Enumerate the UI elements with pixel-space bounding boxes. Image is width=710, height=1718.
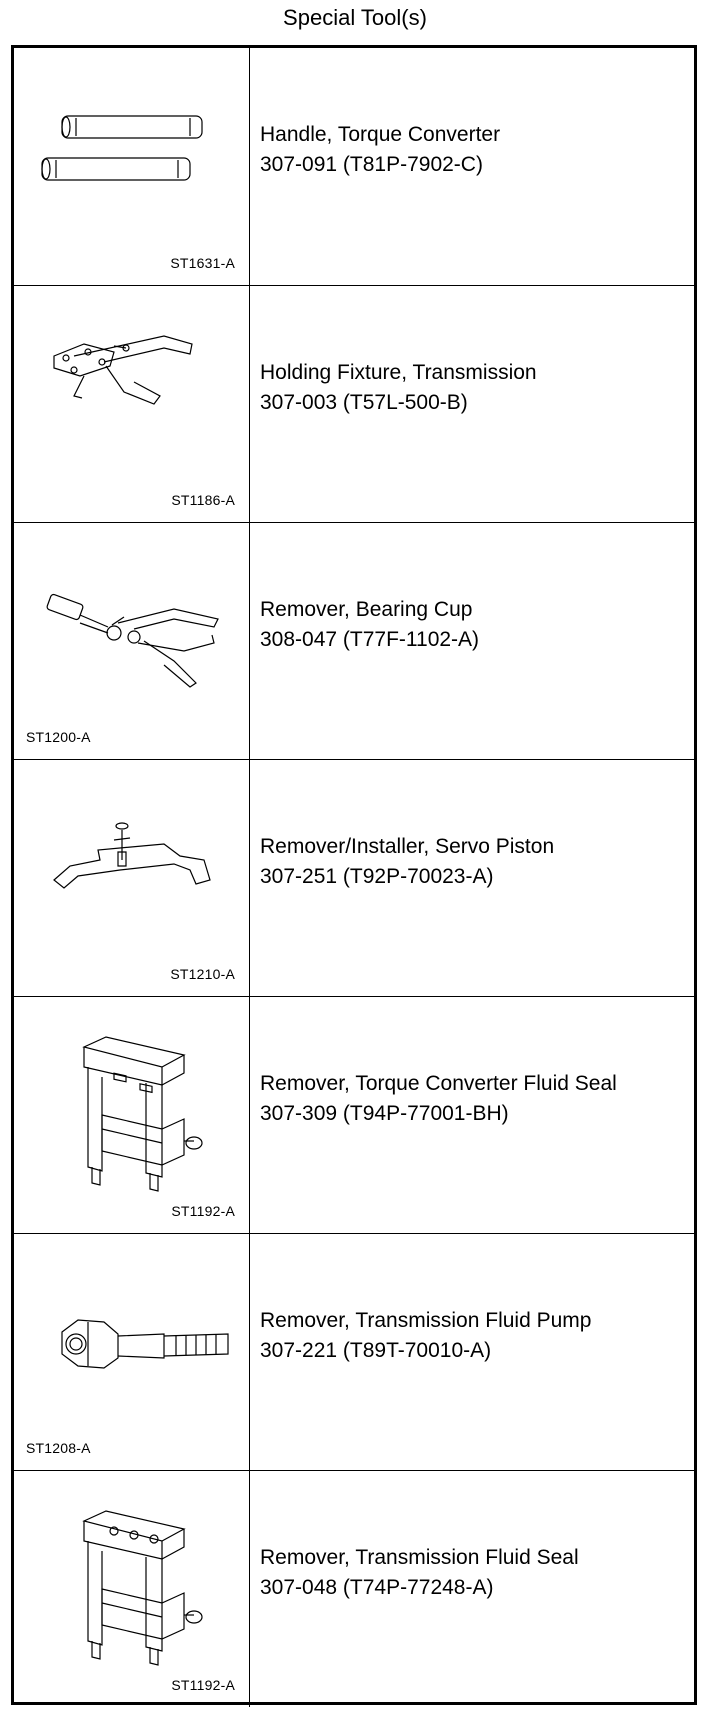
illustration-code: ST1192-A (171, 1677, 235, 1693)
tool-number: 307-251 (T92P-70023-A) (260, 865, 494, 888)
tool-description-cell (251, 523, 694, 759)
illustration-code: ST1210-A (170, 966, 235, 982)
tool-description-cell (251, 997, 694, 1233)
tool-name: Remover, Bearing Cup (260, 598, 473, 621)
tool-row (14, 1470, 694, 1707)
tool-name: Holding Fixture, Transmission (260, 361, 537, 384)
tool-description-cell (251, 1471, 694, 1707)
illustration-code: ST1631-A (170, 255, 235, 271)
illustration-code: ST1192-A (171, 1203, 235, 1219)
tool-row (14, 48, 694, 285)
pump-remover-icon (14, 1234, 250, 1471)
seal-remover-frame-icon (14, 997, 250, 1234)
bearing-cup-remover-icon (14, 523, 250, 760)
handle-tubes-icon (14, 48, 250, 285)
illustration-code: ST1208-A (26, 1440, 91, 1456)
tool-illustration-cell (14, 997, 250, 1233)
tool-row (14, 285, 694, 522)
tool-number: 307-309 (T94P-77001-BH) (260, 1102, 509, 1125)
tool-number: 307-091 (T81P-7902-C) (260, 153, 483, 176)
tool-number: 307-003 (T57L-500-B) (260, 391, 468, 414)
tool-illustration-cell (14, 760, 250, 996)
servo-piston-tool-icon (14, 760, 250, 997)
tool-description-cell (251, 286, 694, 522)
tool-row (14, 522, 694, 759)
tool-name: Remover, Transmission Fluid Pump (260, 1309, 592, 1332)
holding-fixture-icon (14, 286, 250, 523)
tool-number: 307-221 (T89T-70010-A) (260, 1339, 492, 1362)
special-tools-table (11, 45, 697, 1705)
tool-illustration-cell (14, 1234, 250, 1470)
tool-description-cell (251, 760, 694, 996)
page-title: Special Tool(s) (283, 5, 427, 30)
tool-number: 307-048 (T74P-77248-A) (260, 1576, 494, 1599)
tool-name: Remover, Torque Converter Fluid Seal (260, 1072, 617, 1095)
tool-description-cell (251, 48, 694, 285)
tool-row (14, 996, 694, 1233)
tool-name: Handle, Torque Converter (260, 123, 501, 146)
tool-illustration-cell (14, 1471, 250, 1707)
illustration-code: ST1186-A (171, 492, 235, 508)
tool-description-cell (251, 1234, 694, 1470)
tool-name: Remover, Transmission Fluid Seal (260, 1546, 579, 1569)
tool-row (14, 759, 694, 996)
tool-illustration-cell (14, 286, 250, 522)
tool-illustration-cell (14, 523, 250, 759)
illustration-code: ST1200-A (26, 729, 91, 745)
tool-illustration-cell (14, 48, 250, 285)
tool-row (14, 1233, 694, 1470)
tool-name: Remover/Installer, Servo Piston (260, 835, 555, 858)
seal-remover-frame-icon (14, 1471, 250, 1708)
tool-number: 308-047 (T77F-1102-A) (260, 628, 480, 651)
